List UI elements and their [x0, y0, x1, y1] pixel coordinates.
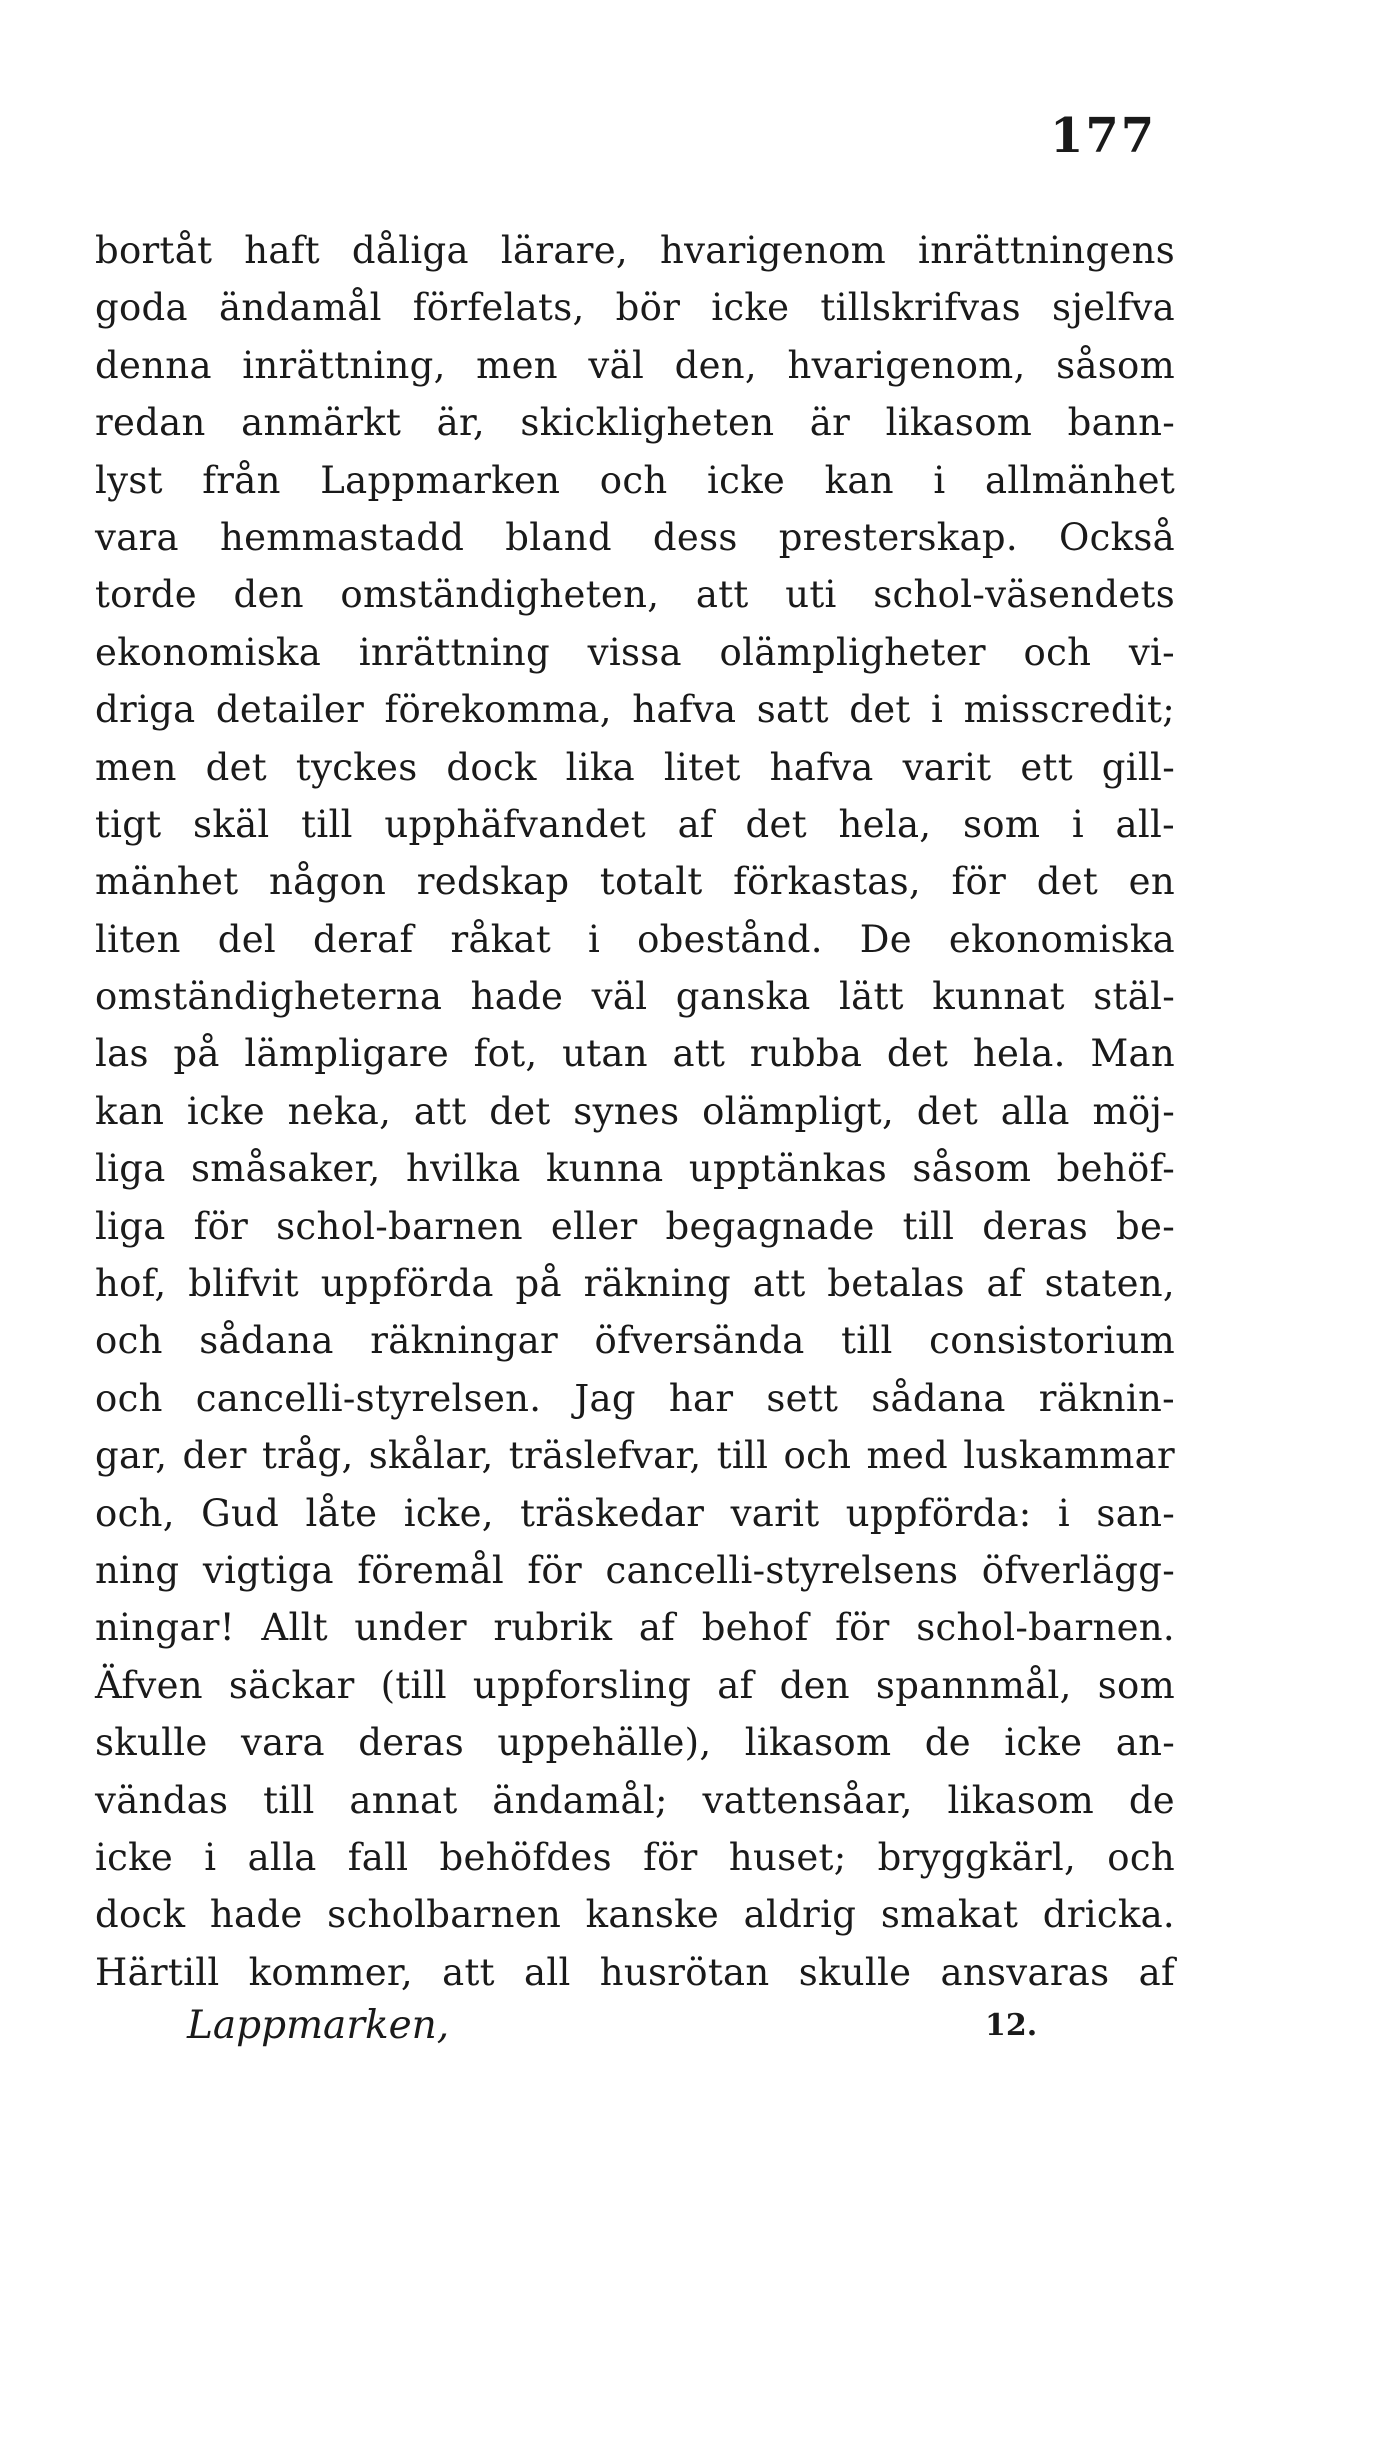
page-number: 177	[1050, 108, 1157, 164]
text-line: vändas till annat ändamål; vattensåar, likasom de	[95, 1778, 1175, 1822]
text-line: denna inrättning, men väl den, hvarigenom, såsom	[95, 343, 1175, 387]
text-line: liga småsaker, hvilka kunna upptänkas såsom behöf-	[95, 1147, 1175, 1191]
text-line: lyst från Lappmarken och icke kan i allmänhet	[95, 458, 1175, 502]
text-line: liga för schol-barnen eller begagnade till deras be-	[95, 1204, 1175, 1248]
text-line: hof, blifvit uppförda på räkning att betalas af staten,	[95, 1262, 1175, 1306]
catchword: Lappmarken,	[187, 2003, 450, 2048]
text-line: icke i alla fall behöfdes för huset; bryggkärl, och	[95, 1835, 1175, 1879]
text-line: driga detailer förekomma, hafva satt det i misscredit;	[95, 688, 1175, 732]
text-line: ekonomiska inrättning vissa olämpligheter och vi-	[95, 630, 1175, 674]
text-line: redan anmärkt är, skickligheten är likasom bann-	[95, 401, 1175, 445]
text-line: kan icke neka, att det synes olämpligt, det alla möj-	[95, 1089, 1175, 1133]
text-line: mänhet någon redskap totalt förkastas, för det en	[95, 860, 1175, 904]
text-line: gar, der tråg, skålar, träslefvar, till och med luskammar	[95, 1434, 1175, 1478]
text-line: vara hemmastadd bland dess presterskap. Också	[95, 515, 1175, 559]
body-text	[95, 222, 1175, 2001]
text-line: dock hade scholbarnen kanske aldrig smakat dricka.	[95, 1893, 1175, 1937]
text-line: skulle vara deras uppehälle), likasom de icke an-	[95, 1721, 1175, 1765]
signature-mark: 12.	[985, 2008, 1038, 2043]
text-line: men det tyckes dock lika litet hafva varit ett gill-	[95, 745, 1175, 789]
text-line: las på lämpligare fot, utan att rubba det hela. Man	[95, 1032, 1175, 1076]
text-line: bortåt haft dåliga lärare, hvarigenom inrättningens	[95, 229, 1175, 272]
page-footer	[95, 1996, 1175, 2056]
text-line: goda ändamål förfelats, bör icke tillskrifvas sjelfva	[95, 286, 1175, 330]
text-line: och, Gud låte icke, träskedar varit uppförda: i san-	[95, 1491, 1175, 1535]
text-line: ning vigtiga föremål för cancelli-styrelsens öfverlägg-	[95, 1548, 1175, 1592]
text-line: Äfven säckar (till uppforsling af den spannmål, som	[95, 1663, 1175, 1707]
text-line: Härtill kommer, att all husrötan skulle ansvaras af	[95, 1950, 1175, 1994]
text-line: och sådana räkningar öfversända till consistorium	[95, 1319, 1175, 1363]
text-line: ningar! Allt under rubrik af behof för schol-barnen.	[95, 1606, 1175, 1650]
text-line: tigt skäl till upphäfvandet af det hela, som i all-	[95, 802, 1175, 846]
text-line: torde den omständigheten, att uti schol-väsendets	[95, 573, 1175, 617]
text-line: liten del deraf råkat i obestånd. De ekonomiska	[95, 917, 1175, 961]
text-line: och cancelli-styrelsen. Jag har sett sådana räknin-	[95, 1376, 1175, 1420]
text-line: omständigheterna hade väl ganska lätt kunnat stäl-	[95, 975, 1175, 1019]
